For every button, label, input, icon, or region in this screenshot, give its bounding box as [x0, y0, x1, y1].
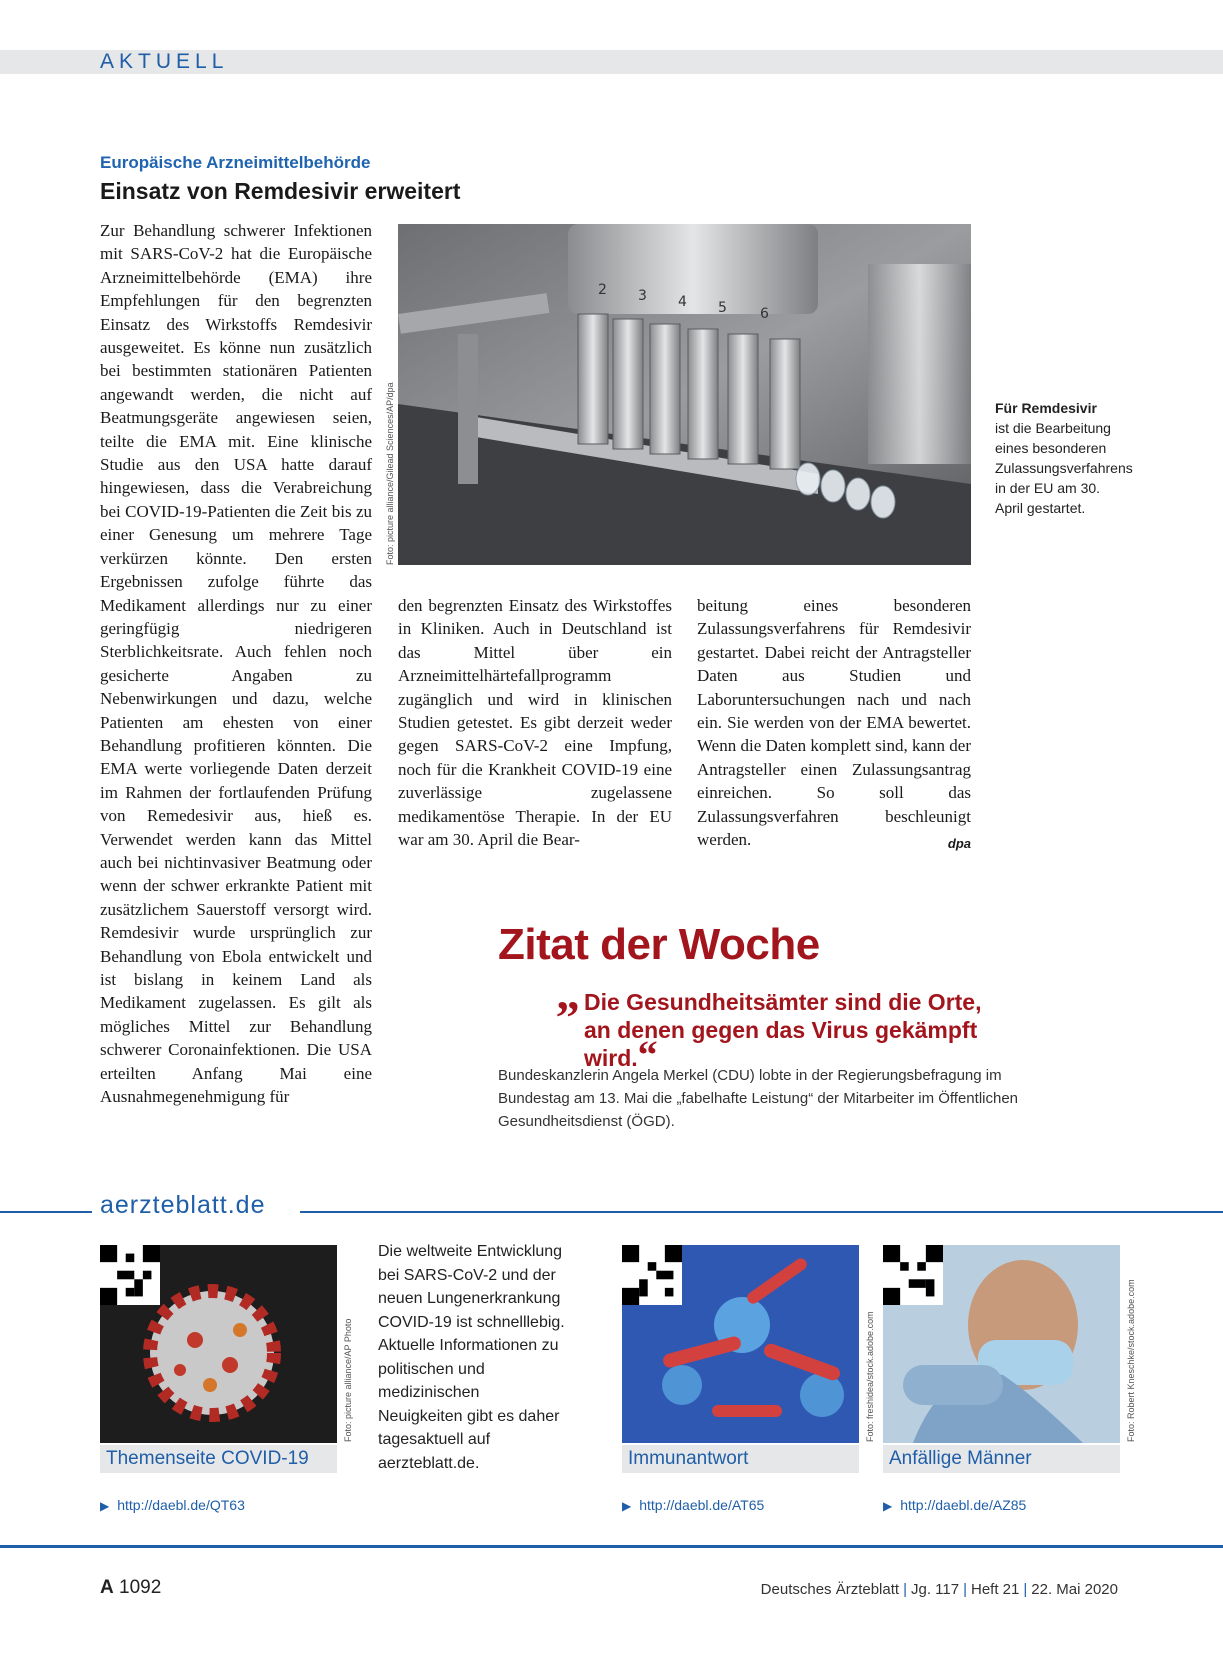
tile-2-link[interactable]	[622, 1497, 764, 1513]
separator: |	[903, 1581, 907, 1598]
tile-1-image[interactable]	[100, 1245, 337, 1443]
play-arrow-icon: ▶	[622, 1499, 632, 1513]
caption-bold: Für Remdesivir	[995, 400, 1097, 416]
issue-date: 22. Mai 2020	[1031, 1581, 1118, 1598]
aerzteblatt-intro: Die weltweite Entwicklung bei SARS-CoV-2 und der neuen Lungenerkrankung COVID-19 ist schnelllebig. Aktuelle Informationen zu politischen und medizinischen Neuigkeiten gibt es daher tagesaktuell auf aerzteblatt.de.	[378, 1243, 565, 1472]
caption-text: ist die Bearbeitung eines besonderen Zulassungsverfahrens in der EU am 30. April gestartet.	[995, 420, 1133, 516]
footer-info	[761, 1581, 1118, 1598]
page-number	[100, 1577, 161, 1599]
svg-text:2: 2	[598, 282, 607, 298]
page-prefix: A	[100, 1577, 114, 1598]
remdesivir-production-photo	[398, 224, 971, 565]
svg-text:4: 4	[678, 294, 687, 310]
article-column-3	[697, 594, 971, 855]
tile-1-title[interactable]: Themenseite COVID-19	[100, 1445, 337, 1473]
quote-body: Die Gesundheitsämter sind die Orte, an denen gegen das Virus gekämpft wird.	[584, 989, 982, 1071]
tile-3-url[interactable]: http://daebl.de/AZ85	[900, 1497, 1027, 1513]
tile-3-credit: Foto: Robert Kneschke/stock.adobe.com	[1126, 1279, 1136, 1442]
qr-code-icon	[883, 1245, 943, 1305]
photo-caption	[995, 398, 1133, 518]
issue: Heft 21	[970, 1581, 1020, 1598]
tile-3-title[interactable]: Anfällige Männer	[883, 1445, 1120, 1473]
tile-1-link[interactable]	[100, 1497, 245, 1513]
svg-text:6: 6	[760, 306, 769, 322]
tile-1-credit: Foto: picture alliance/AP Photo	[343, 1318, 353, 1442]
aerzteblatt-label: aerzteblatt.de	[100, 1191, 266, 1219]
tile-3-link[interactable]	[883, 1497, 1026, 1513]
quote-title: Zitat der Woche	[498, 920, 820, 969]
separator: |	[1023, 1581, 1028, 1598]
article-kicker: Europäische Arzneimittelbehörde	[100, 153, 371, 172]
tile-3-image[interactable]	[883, 1245, 1120, 1443]
section-rubric: AKTUELL	[100, 50, 229, 73]
separator: |	[963, 1581, 967, 1598]
play-arrow-icon: ▶	[883, 1499, 893, 1513]
journal-name: Deutsches Ärzteblatt	[760, 1581, 900, 1598]
qr-code-icon	[622, 1245, 682, 1305]
quote-text	[584, 988, 1004, 1077]
page-number-value: 1092	[119, 1577, 162, 1598]
article-column-1: Zur Behandlung schwerer Infektionen mit SARS-CoV-2 hat die Europäische Arzneimittelbehörde (EMA) ihre Empfehlungen für den begrenzten Einsatz des Wirkstoffs Remdesivir ausgeweitet. Es könne nun zusätzlich bei bestimmten stationären Patienten angewandt werden, die nicht auf Beatmungsgeräte angewiesen seien, teilte die EMA mit. Eine klinische Studie aus den USA hatte darauf hingewiesen, dass die Verabreichung bei COVID-19-Patienten die Zeit bis zu einer Genesung um mehrere Tage verkürzen könnte. Den ersten Ergebnissen zufolge führte das Medikament allerdings nur zu einer geringfügig niedrigeren Sterblichkeitsrate. Auch fehlen noch gesicherte Angaben zu Nebenwirkungen und dazu, welche Patienten am ehesten von einer Behandlung profitieren könnten. Die EMA werte vorliegende Daten derzeit im Rahmen der fortlaufenden Prüfung von Remedesivir aus, hieß es. Verwendet werden kann das Mittel auch bei nichtinvasiver Beatmung oder wenn der schwer erkrankte Patient mit zusätzlichem Sauerstoff versorgt wird. Remdesivir wurde ursprünglich zur Behandlung von Ebola entwickelt und ist bislang in keinem Land als Medikament zugelassen. Es gilt als mögliches Mittel zur Behandlung schwerer Coronainfektionen. Die USA erteilten Anfang Mai eine Ausnahmegenehmigung für	[100, 221, 372, 1107]
tile-2-image[interactable]	[622, 1245, 859, 1443]
svg-text:5: 5	[718, 300, 727, 316]
article-column-2: den begrenzten Einsatz des Wirkstoffes in Kliniken. Auch in Deutschland ist das Mittel über ein Arzneimittelhärtefallprogramm zugänglich und wird in klinischen Studien getestet. Es gibt derzeit weder gegen SARS-CoV-2 eine Impfung, noch für die Krankheit COVID-19 eine zuverlässige zugelassene medikamentöse Therapie. In der EU war am 30. April die Bear-	[398, 596, 672, 850]
footer-rule	[0, 1545, 1223, 1548]
play-arrow-icon: ▶	[100, 1499, 110, 1513]
quote-close-mark: “	[637, 1032, 658, 1077]
svg-text:3: 3	[638, 288, 647, 304]
tile-2-title[interactable]: Immunantwort	[622, 1445, 859, 1473]
qr-code-icon	[100, 1245, 160, 1305]
source-dpa: dpa	[947, 836, 971, 852]
quote-open-mark: „	[556, 967, 580, 1020]
tile-2-url[interactable]: http://daebl.de/AT65	[639, 1497, 765, 1513]
article-headline: Einsatz von Remdesivir erweitert	[100, 178, 461, 204]
quote-attribution: Bundeskanzlerin Angela Merkel (CDU) lobte in der Regierungsbefragung im Bundestag am 13. Mai die „fabelhafte Leistung“ der Mitarbeiter im Öffentlichen Gesundheitsdienst (ÖGD).	[498, 1067, 1019, 1130]
volume: Jg. 117	[910, 1581, 960, 1598]
photo-credit: Foto: picture alliance/Gilead Sciences/AP/dpa	[385, 382, 395, 565]
tile-2-credit: Foto: freshidea/stock.adobe.com	[865, 1311, 875, 1442]
coronavirus-icon	[150, 1291, 274, 1415]
section-rule-right	[300, 1211, 1223, 1213]
tile-1-url[interactable]: http://daebl.de/QT63	[117, 1497, 245, 1513]
section-rule-left	[0, 1211, 92, 1213]
article-column-3-text: beitung eines besonderen Zulassungsverfahrens für Remdesivir gestartet. Dabei reicht der Antragsteller Daten aus Studien und Laboruntersuchungen nach und nach ein. Sie werden von der EMA bewertet. Wenn die Daten komplett sind, kann der Antragsteller einen Zulassungsantrag einreichen. So soll das Zulassungsverfahren beschleunigt werden.	[697, 596, 971, 850]
